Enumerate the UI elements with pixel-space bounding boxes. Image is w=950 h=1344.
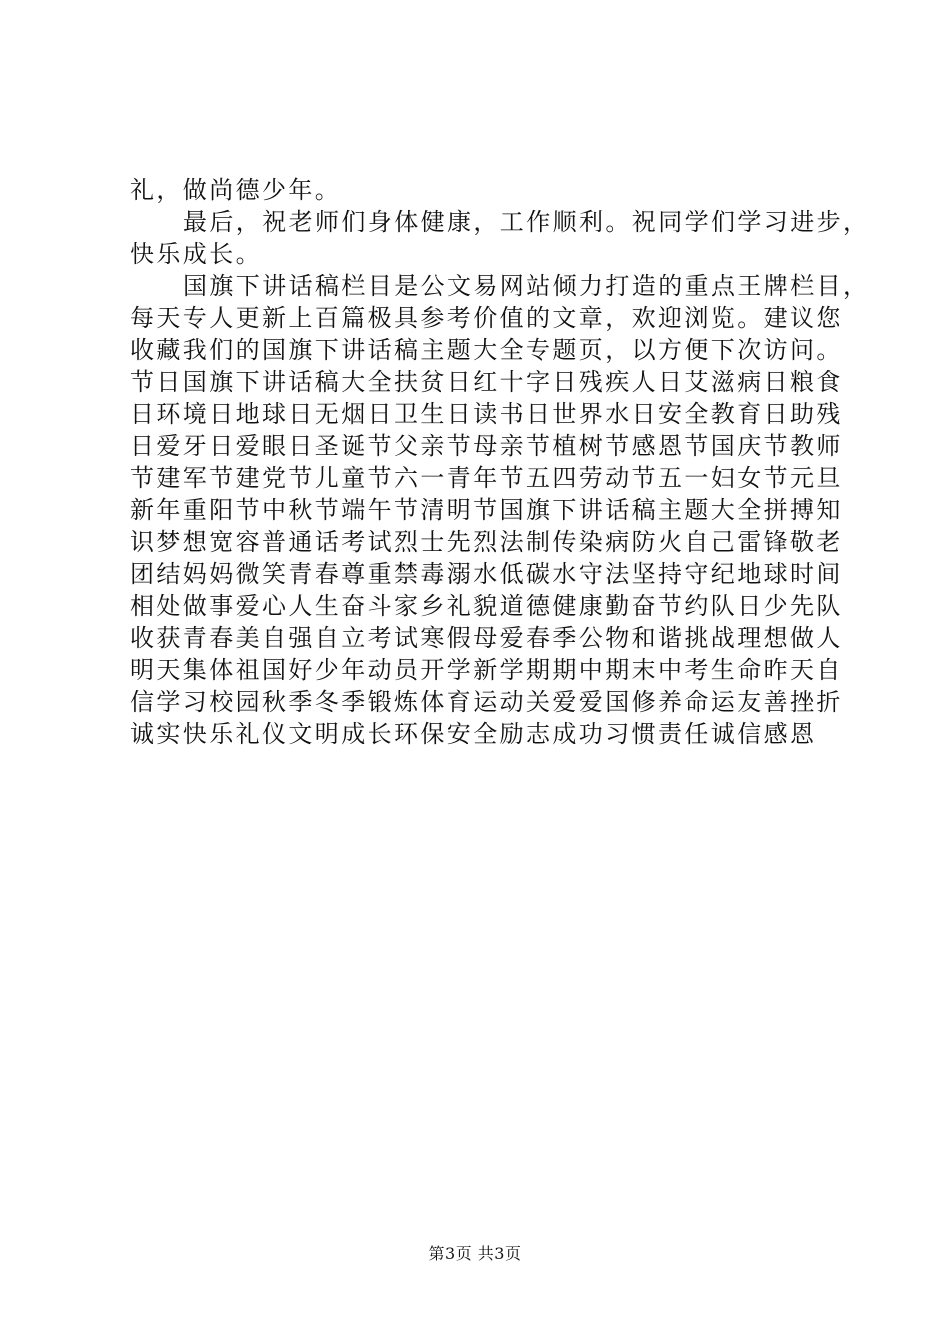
text-line: 日环境日地球日无烟日卫生日读书日世界水日安全教育日助残 — [130, 400, 843, 428]
text-line: 日爱牙日爱眼日圣诞节父亲节母亲节植树节感恩节国庆节教师 — [130, 432, 843, 460]
page-number-footer: 第3页 共3页 — [428, 1244, 522, 1263]
text-line: 相处做事爱心人生奋斗家乡礼貌道德健康勤奋节约队日少先队 — [130, 592, 843, 620]
text-line: 快乐成长。 — [130, 240, 262, 268]
text-line: 收获青春美自强自立考试寒假母爱春季公物和谐挑战理想做人 — [130, 624, 843, 652]
text-line: 每天专人更新上百篇极具参考价值的文章，欢迎浏览。建议您 — [130, 304, 843, 332]
text-line: 收藏我们的国旗下讲话稿主题大全专题页，以方便下次访问。 — [130, 336, 843, 364]
text-line: 识梦想宽容普通话考试烈士先烈法制传染病防火自己雷锋敬老 — [130, 528, 843, 556]
text-line: 礼，做尚德少年。 — [130, 176, 342, 204]
text-line: 诚实快乐礼仪文明成长环保安全励志成功习惯责任诚信感恩 — [130, 720, 817, 748]
text-line: 信学习校园秋季冬季锻炼体育运动关爱爱国修养命运友善挫折 — [130, 688, 843, 716]
text-line: 节日国旗下讲话稿大全扶贫日红十字日残疾人日艾滋病日粮食 — [130, 368, 843, 396]
document-body — [130, 174, 870, 750]
text-line: 节建军节建党节儿童节六一青年节五四劳动节五一妇女节元旦 — [130, 464, 843, 492]
text-line: 最后，祝老师们身体健康，工作顺利。祝同学们学习进步， — [183, 208, 870, 236]
text-line: 明天集体祖国好少年动员开学新学期期中期末中考生命昨天自 — [130, 656, 843, 684]
text-line: 新年重阳节中秋节端午节清明节国旗下讲话稿主题大全拼搏知 — [130, 496, 843, 524]
text-line: 国旗下讲话稿栏目是公文易网站倾力打造的重点王牌栏目， — [183, 272, 870, 300]
text-line: 团结妈妈微笑青春尊重禁毒溺水低碳水守法坚持守纪地球时间 — [130, 560, 843, 588]
